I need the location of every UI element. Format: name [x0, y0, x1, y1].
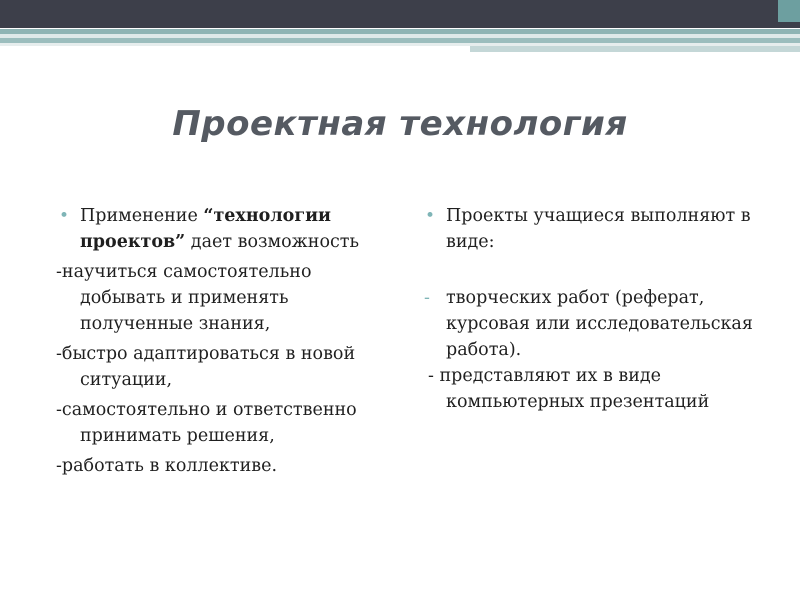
- dash-marker: -: [424, 288, 430, 308]
- header-accent-block: [778, 0, 800, 22]
- dash-item: [422, 285, 772, 363]
- list-item: -работать в коллективе.: [56, 456, 278, 476]
- right-column: [422, 203, 772, 415]
- header-band-short: [470, 46, 800, 52]
- bullet-dot-icon: •: [59, 206, 70, 226]
- header-band-dark: [0, 0, 778, 28]
- intro-prefix: Применение: [80, 206, 204, 226]
- dash-item-text: творческих работ (реферат, курсовая или исследовательская работа).: [446, 288, 753, 360]
- last-item: - представляют их в виде компьютерных презентаций: [428, 366, 710, 412]
- left-column: [56, 203, 391, 479]
- spacer: [422, 255, 772, 285]
- bullet-projects: [422, 203, 772, 255]
- projects-text: Проекты учащиеся выполняют в виде:: [446, 206, 751, 252]
- bullet-intro: [56, 203, 391, 255]
- list-item: -быстро адаптироваться в новой ситуации,: [56, 344, 356, 390]
- intro-suffix: дает возможность: [185, 232, 359, 252]
- slide-title: Проектная технология: [172, 104, 628, 144]
- list-item: -самостоятельно и ответственно принимать решения,: [56, 400, 357, 446]
- bullet-dot-icon: •: [425, 206, 436, 226]
- list-item: -научиться самостоятельно добывать и применять полученные знания,: [56, 262, 312, 334]
- intro-bold: “технологии проектов”: [80, 206, 332, 252]
